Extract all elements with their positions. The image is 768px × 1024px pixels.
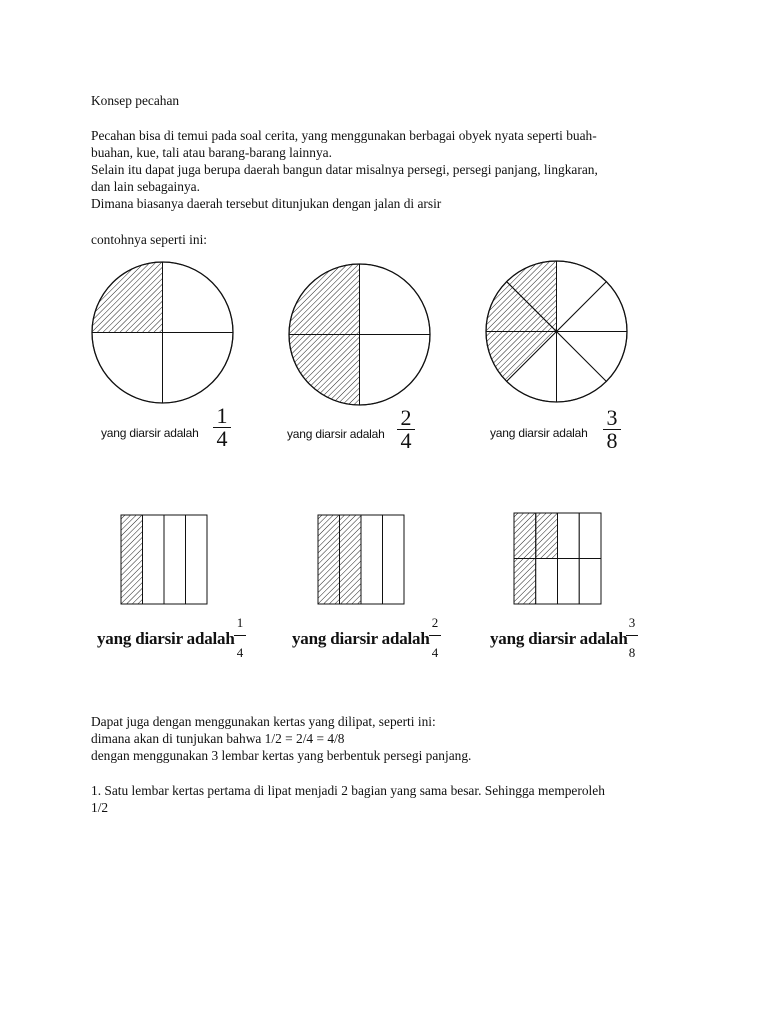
- fraction-bar: [429, 635, 441, 636]
- cell: [143, 515, 165, 604]
- numerator: 1: [236, 615, 244, 630]
- fraction-circle-3: [600, 405, 624, 453]
- sector: [360, 335, 431, 406]
- numerator: 3: [628, 615, 636, 630]
- rect-caption-3: yang diarsir adalah: [490, 629, 628, 648]
- rect-caption-1: yang diarsir adalah: [97, 629, 235, 648]
- sector: [163, 262, 234, 333]
- cell: [558, 559, 580, 605]
- cell: [361, 515, 383, 604]
- step-line: 1. Satu lembar kertas pertama di lipat menjadi 2 bagian yang sama besar. Sehingga memperoleh: [91, 783, 605, 798]
- paragraph-line: Selain itu dapat juga berupa daerah bangun datar misalnya persegi, persegi panjang, lingkaran,: [91, 162, 598, 177]
- cell: [536, 559, 558, 605]
- fraction-rect-2: [425, 615, 445, 660]
- cell: [383, 515, 405, 604]
- shaded-sector: [289, 264, 360, 335]
- circle-caption-3: yang diarsir adalah: [490, 426, 588, 440]
- denominator: 8: [628, 645, 636, 660]
- numerator: 2: [431, 615, 439, 630]
- circle-caption-1: yang diarsir adalah: [101, 426, 199, 440]
- paragraph-line: Dapat juga dengan menggunakan kertas yang dilipat, seperti ini:: [91, 714, 436, 729]
- paragraph-line: dimana akan di tunjukan bahwa 1/2 = 2/4 = 4/8: [91, 731, 345, 746]
- step-line: 1/2: [91, 800, 109, 815]
- example-intro: contohnya seperti ini:: [91, 232, 208, 247]
- paragraph-line: Dimana biasanya daerah tersebut ditunjukan dengan jalan di arsir: [91, 196, 442, 211]
- numerator: 1: [216, 403, 228, 428]
- sector: [92, 333, 163, 404]
- fraction-bar: [234, 635, 246, 636]
- rect-figure-3: [513, 512, 602, 605]
- shaded-cell: [340, 515, 362, 604]
- sector: [360, 264, 431, 335]
- denominator: 4: [236, 645, 244, 660]
- numerator: 2: [400, 405, 412, 430]
- fraction-rect-1: [230, 615, 250, 660]
- shaded-cell: [514, 513, 536, 559]
- denominator: 4: [431, 645, 439, 660]
- paragraph-line: Pecahan bisa di temui pada soal cerita, yang menggunakan berbagai obyek nyata seperti buah-: [91, 128, 597, 143]
- fraction-rect-3: [622, 615, 642, 660]
- shaded-cell: [318, 515, 340, 604]
- shaded-cell: [514, 559, 536, 605]
- fraction-circle-1: [210, 403, 234, 451]
- circle-caption-2: yang diarsir adalah: [287, 427, 385, 441]
- page-title: Konsep pecahan: [91, 93, 180, 108]
- sector: [163, 333, 234, 404]
- denominator: 8: [606, 428, 618, 453]
- paragraph-line: dengan menggunakan 3 lembar kertas yang berbentuk persegi panjang.: [91, 748, 472, 763]
- rect-caption-2: yang diarsir adalah: [292, 629, 430, 648]
- fraction-bar: [626, 635, 638, 636]
- cell: [164, 515, 186, 604]
- cell: [186, 515, 208, 604]
- cell: [579, 559, 601, 605]
- paragraph-line: dan lain sebagainya.: [91, 179, 200, 194]
- fraction-circle-2: [394, 405, 418, 453]
- shaded-cell: [536, 513, 558, 559]
- paragraph-line: buahan, kue, tali atau barang-barang lainnya.: [91, 145, 332, 160]
- shaded-sector: [92, 262, 163, 333]
- circle-figure-2: [287, 262, 432, 407]
- circle-figure-3: [484, 259, 629, 404]
- denominator: 4: [400, 428, 412, 453]
- shaded-cell: [121, 515, 143, 604]
- rect-figure-1: [120, 514, 208, 605]
- cell: [558, 513, 580, 559]
- cell: [579, 513, 601, 559]
- denominator: 4: [216, 426, 228, 451]
- numerator: 3: [606, 405, 618, 430]
- circle-figure-1: [90, 260, 235, 405]
- shaded-sector: [289, 335, 360, 406]
- rect-figure-2: [317, 514, 405, 605]
